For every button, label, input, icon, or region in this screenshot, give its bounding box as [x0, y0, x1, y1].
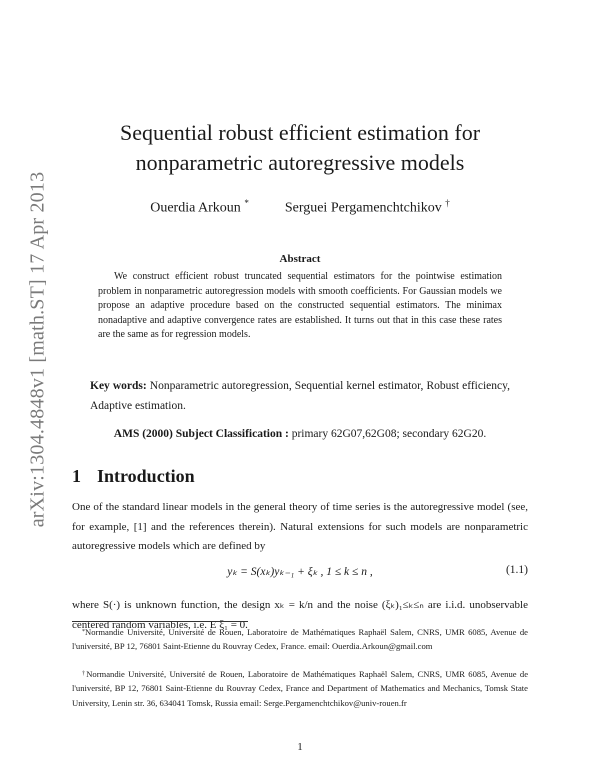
footnote-2: [72, 667, 528, 710]
author-1: [150, 198, 249, 217]
title-line-1: Sequential robust efficient estimation for: [119, 120, 481, 145]
abstract-heading: Abstract: [279, 253, 321, 265]
footnote-rule: [72, 621, 248, 622]
arxiv-stamp-text: arXiv:1304.4848v1 [math.ST] 17 Apr 2013: [26, 171, 49, 528]
page-number: 1: [297, 741, 303, 753]
abstract-text: We construct efficient robust truncated sequential estimators for the pointwise estimation problem in nonparametric autoregression models with smooth coefficients. For Gaussian models we propose an adaptive procedure based on the constructed sequential estimators. The minimax nonadaptive and adaptive convergence rates are established. It turns out that in this case these rates are the same as for regression models.: [98, 271, 502, 341]
author-list: [90, 198, 510, 217]
ams-text: primary 62G07,62G08; secondary 62G20.: [291, 428, 487, 440]
title-line-2: nonparametric autoregressive models: [135, 150, 465, 175]
author-2: [285, 198, 450, 217]
footnote-2-mark: †: [82, 671, 87, 677]
keywords-label: Key words:: [90, 380, 147, 392]
arxiv-stamp: [18, 162, 58, 537]
footnote-1-text: Normandie Université, Université de Rouen, Laboratoire de Mathématiques Raphaël Salem, CNRS, UMR 6085, Avenue de l'université, BP 12, 76801 Saint-Etienne du Rouvray Cedex, France. email: Ouerdia.Arkoun@gmail.com: [72, 627, 528, 652]
footnote-2-text: Normandie Université, Université de Rouen, Laboratoire de Mathématiques Raphaël Salem, CNRS, UMR 6085, Avenue de l'université, BP 12, 76801 Saint-Etienne du Rouvray Cedex, France and Department of Mathematics and Mechanics, Tomsk State University, Lenin str. 36, 634041 Tomsk, Russia email: Serge.Pergamenchtchikov@univ-rouen.fr: [72, 669, 529, 708]
ams-label: AMS (2000) Subject Classification :: [113, 428, 289, 440]
equation-formula: yₖ = S(xₖ)yₖ₋₁ + ξₖ , 1 ≤ k ≤ n ,: [227, 566, 373, 578]
section-number: 1: [72, 466, 81, 486]
author-1-mark: *: [244, 198, 249, 208]
after-equation-paragraph: where S(·) is unknown function, the design xₖ = k/n and the noise (ξₖ)₁≤ₖ≤ₙ are i.i.d. unobservable centered random variables, i.e. E ξ₁ = 0.: [72, 599, 528, 631]
footnote-1-mark: *: [82, 629, 85, 635]
keywords-text: Nonparametric autoregression, Sequential kernel estimator, Robust efficiency, Adaptive estimation.: [90, 380, 510, 412]
author-2-mark: †: [445, 198, 450, 208]
equation-number: (1.1): [505, 564, 528, 576]
author-2-name: Serguei Pergamenchtchikov: [284, 200, 442, 216]
author-1-name: Ouerdia Arkoun: [150, 200, 241, 216]
footnote-1: [72, 625, 528, 654]
intro-paragraph: One of the standard linear models in the general theory of time series is the autoregressive model (see, for example, [1] and the references therein). Natural extensions for such models are nonparametric autoregressive models which are defined by: [72, 501, 528, 552]
paper-title: [90, 118, 510, 178]
section-title: Introduction: [97, 466, 195, 486]
equation-1-1: [72, 564, 528, 584]
ams-classification: [90, 428, 510, 440]
section-heading: [72, 466, 195, 487]
keywords: [90, 376, 510, 416]
